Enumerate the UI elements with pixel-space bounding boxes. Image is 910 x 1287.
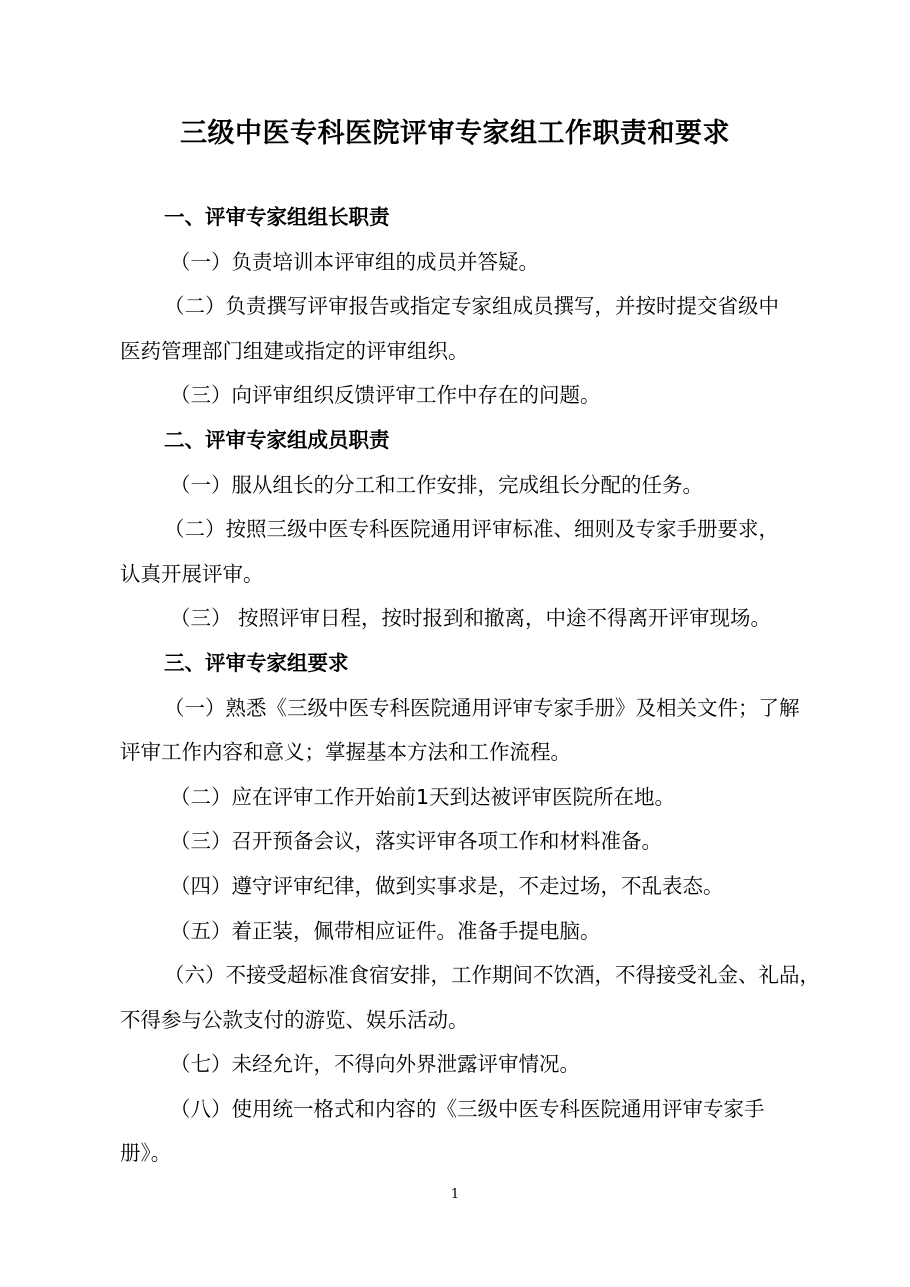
paragraph-line: 评审工作内容和意义；掌握基本方法和工作流程。 xyxy=(120,740,571,765)
paragraph-line: 册》。 xyxy=(120,1141,172,1166)
paragraph-line: （四）遵守评审纪律，做到实事求是，不走过场，不乱表态。 xyxy=(170,873,724,898)
paragraph-line: （三）召开预备会议，落实评审各项工作和材料准备。 xyxy=(170,829,662,854)
document-body xyxy=(120,195,820,1176)
paragraph-line: 认真开展评审。 xyxy=(120,561,264,586)
paragraph-line: （二）负责撰写评审报告或指定专家组成员撰写，并按时提交省级中 xyxy=(164,294,779,319)
paragraph-line: （八）使用统一格式和内容的《三级中医专科医院通用评审专家手 xyxy=(170,1096,765,1121)
paragraph-line: （五）着正装，佩带相应证件。准备手提电脑。 xyxy=(170,918,601,943)
section-heading-2: 二、评审专家组成员职责 xyxy=(164,427,390,452)
section-heading-3: 三、评审专家组要求 xyxy=(164,650,349,675)
section-heading-1: 一、评审专家组组长职责 xyxy=(164,205,390,229)
document-title: 三级中医专科医院评审专家组工作职责和要求 xyxy=(180,118,730,149)
paragraph-line: （二）应在评审工作开始前1天到达被评审医院所在地。 xyxy=(170,784,676,809)
paragraph-line: （七）未经允许，不得向外界泄露评审情况。 xyxy=(170,1052,580,1077)
paragraph-line: （三） 按照评审日程，按时报到和撤离，中途不得离开评审现场。 xyxy=(170,606,772,631)
paragraph-line: （一）服从组长的分工和工作安排，完成组长分配的任务。 xyxy=(170,472,703,497)
paragraph-line: （二）按照三级中医专科医院通用评审标准、细则及专家手册要求， xyxy=(164,517,779,542)
paragraph-line: 不得参与公款支付的游览、娱乐活动。 xyxy=(120,1007,469,1032)
paragraph-line: （六）不接受超标准食宿安排，工作期间不饮酒，不得接受礼金、礼品， xyxy=(164,963,820,988)
paragraph-line: （三）向评审组织反馈评审工作中存在的问题。 xyxy=(170,383,601,408)
paragraph-line: （一）负责培训本评审组的成员并答疑。 xyxy=(170,249,539,274)
paragraph-line: 医药管理部门组建或指定的评审组织。 xyxy=(120,338,469,363)
page-number: 1 xyxy=(450,1187,460,1202)
paragraph-line: （一）熟悉《三级中医专科医院通用评审专家手册》及相关文件；了解 xyxy=(164,695,800,720)
